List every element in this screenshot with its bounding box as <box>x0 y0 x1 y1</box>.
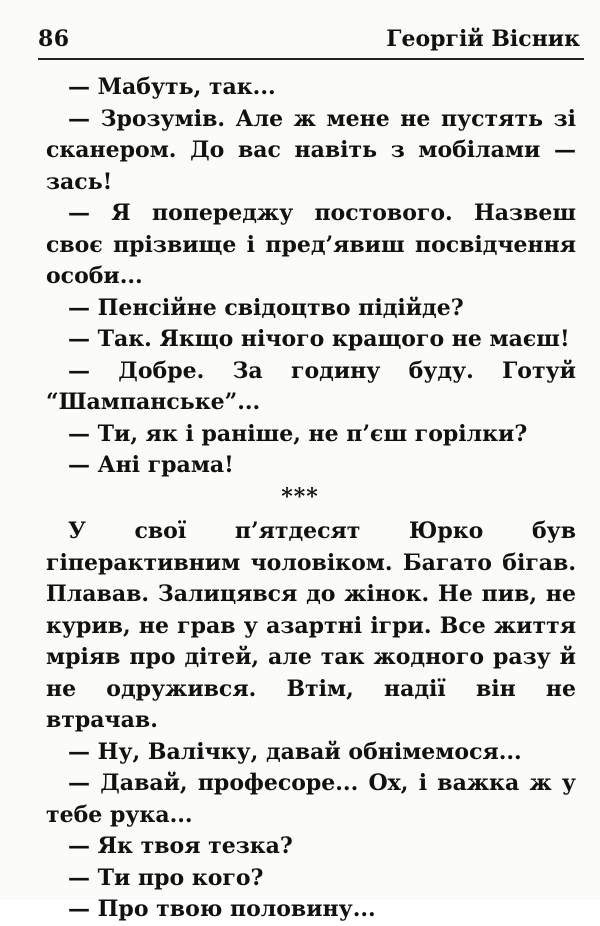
running-header <box>38 26 580 58</box>
dialogue-line: — Ти, як і раніше, не п’єш горілки? <box>68 420 528 447</box>
section-separator: *** <box>281 484 319 510</box>
dialogue-line: — Добре. За годину буду. Готуй “Шампанське”... <box>46 357 576 415</box>
dialogue-line: — Ані грама! <box>68 452 234 478</box>
page-number: 86 <box>38 26 70 52</box>
dialogue-line: — Як твоя тезка? <box>68 833 293 859</box>
dialogue-line: — Пенсійне свідоцтво підійде? <box>68 294 464 321</box>
dialogue-line: — Мабуть, так... <box>68 74 276 100</box>
dialogue-line: — Про твою половину... <box>68 896 376 922</box>
dialogue-line: — Ну, Валічку, давай обнімемося... <box>68 738 522 765</box>
dialogue-line: — Давай, професоре... Ох, і важка ж у тебе рука... <box>46 770 576 828</box>
header-rule <box>38 58 584 60</box>
running-title: Георгій Вісник <box>386 26 580 52</box>
dialogue-line: — Так. Якщо нічого кращого не маєш! <box>68 326 570 352</box>
dialogue-line: — Я попереджу постового. Назвеш своє прізвище і пред’явиш посвідчення особи... <box>46 200 576 289</box>
narrative-paragraph: У свої п’ятдесят Юрко був гіперактивним чоловіком. Багато бігав. Плавав. Залицявся до жінок. Не пив, не курив, не грав у азартні ігри. Все життя мріяв про дітей, але так жодного разу й не одружився. Втім, надії він не втрачав. <box>46 518 576 733</box>
dialogue-block-1 <box>46 72 576 482</box>
section-2-block <box>46 516 576 926</box>
dialogue-line: — Зрозумів. Але ж мене не пустять зі сканером. До вас навіть з мобілами — зась! <box>46 105 576 195</box>
dialogue-line: — Ти про кого? <box>68 864 264 891</box>
